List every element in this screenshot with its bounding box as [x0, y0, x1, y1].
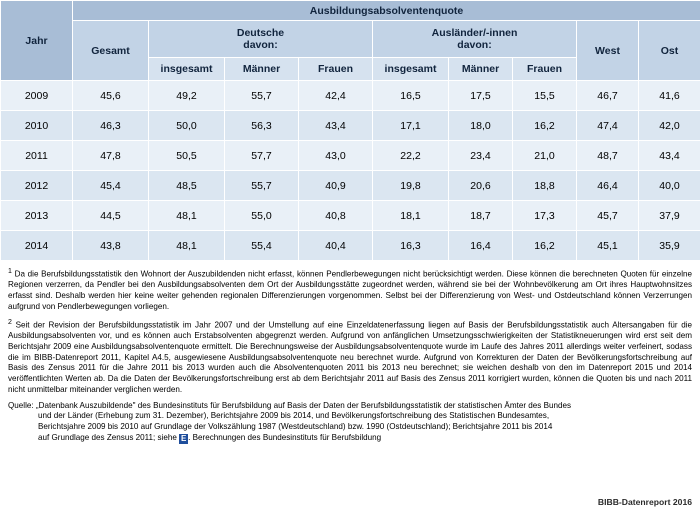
cell-deutsche-insgesamt: 50,5 — [149, 141, 225, 171]
cell-west: 48,7 — [577, 141, 639, 171]
col-header-gesamt: Gesamt — [73, 21, 149, 81]
cell-west: 47,4 — [577, 111, 639, 141]
footnote-1-text: Da die Berufsbildungsstatistik den Wohnort der Auszubildenden nicht erfasst, können Pendlerbewegungen nicht berücksichtigt werden. Diese können die berechneten Quoten für einzelne Regionen verzerren, da Pendler bei den Ausbildungsabsolventen dem Ort der Ausbildungsstätte zugeordnet werden, während sie bei der Wohnbevölkerung am Ort ihres Hauptwohnsitzes erfasst sind. Deshalb werden hier keine weiter gehenden regionalen Differenzierungen vorgenommen. Selbst bei der Differenzierung von West- und Ostdeutschland können Verzerrungen aufgrund von Pendlerbewegungen vorliegen. — [8, 269, 692, 311]
cell-deutsche-frauen: 40,8 — [299, 201, 373, 231]
cell-deutsche-insgesamt: 50,0 — [149, 111, 225, 141]
cell-deutsche-maenner: 55,7 — [225, 81, 299, 111]
cell-deutsche-maenner: 55,4 — [225, 231, 299, 261]
cell-deutsche-frauen: 40,9 — [299, 171, 373, 201]
cell-deutsche-insgesamt: 48,5 — [149, 171, 225, 201]
footnote-1-number: 1 — [8, 268, 12, 275]
cell-auslaender-maenner: 18,0 — [449, 111, 513, 141]
header-row-mid — [1, 21, 700, 58]
col-header-auslaender-frauen: Frauen — [513, 58, 577, 81]
deutsche-subtitle: davon: — [243, 39, 278, 51]
cell-ost: 40,0 — [639, 171, 700, 201]
col-header-auslaender-maenner: Männer — [449, 58, 513, 81]
cell-deutsche-maenner: 55,7 — [225, 171, 299, 201]
source-line-1 — [8, 401, 692, 412]
source-line-2 — [8, 411, 692, 422]
table-row — [1, 111, 700, 141]
cell-auslaender-insgesamt: 22,2 — [373, 141, 449, 171]
col-header-west: West — [577, 21, 639, 81]
cell-gesamt: 46,3 — [73, 111, 149, 141]
cell-deutsche-maenner: 57,7 — [225, 141, 299, 171]
cell-ost: 35,9 — [639, 231, 700, 261]
cell-auslaender-frauen: 16,2 — [513, 111, 577, 141]
cell-jahr: 2013 — [1, 201, 73, 231]
cell-auslaender-frauen: 21,0 — [513, 141, 577, 171]
cell-auslaender-frauen: 17,3 — [513, 201, 577, 231]
cell-deutsche-frauen: 43,4 — [299, 111, 373, 141]
deutsche-title: Deutsche — [236, 27, 285, 39]
cell-gesamt: 47,8 — [73, 141, 149, 171]
table-row — [1, 141, 700, 171]
col-header-ausbildungsabsolventenquote: Ausbildungsabsolventenquote — [73, 1, 700, 21]
col-header-deutsche-insgesamt: insgesamt — [149, 58, 225, 81]
cell-ost: 37,9 — [639, 201, 700, 231]
table-row — [1, 201, 700, 231]
col-header-auslaender — [373, 21, 577, 58]
cell-auslaender-maenner: 17,5 — [449, 81, 513, 111]
table-body — [1, 81, 700, 261]
auslaender-subtitle: davon: — [457, 39, 492, 51]
cell-auslaender-frauen: 18,8 — [513, 171, 577, 201]
cell-auslaender-frauen: 15,5 — [513, 81, 577, 111]
source-text-2: und der Länder (Erhebung zum 31. Dezember), Berichtsjahre 2009 bis 2014, und Bevölkerungsfortschreibung des Statistischen Bundesamtes, — [38, 411, 550, 421]
cell-deutsche-frauen: 42,4 — [299, 81, 373, 111]
cell-auslaender-insgesamt: 16,5 — [373, 81, 449, 111]
cell-auslaender-frauen: 16,2 — [513, 231, 577, 261]
footnotes — [0, 261, 700, 396]
cell-deutsche-frauen: 40,4 — [299, 231, 373, 261]
cell-west: 45,1 — [577, 231, 639, 261]
cell-jahr: 2014 — [1, 231, 73, 261]
source-line-3 — [8, 422, 692, 433]
footnote-1 — [8, 267, 692, 313]
source-text-1: „Datenbank Auszubildende" des Bundesinstituts für Berufsbildung auf Basis der Daten der Berufsbildungsstatistik der statistischen Ämter des Bundes — [35, 400, 572, 410]
cell-auslaender-maenner: 23,4 — [449, 141, 513, 171]
source-block — [0, 401, 700, 444]
source-text-4a: auf Grundlage des Zensus 2011; siehe — [38, 432, 177, 442]
cell-ost: 42,0 — [639, 111, 700, 141]
footnote-2 — [8, 318, 692, 396]
table-row — [1, 81, 700, 111]
report-credit: BIBB-Datenreport 2016 — [597, 497, 692, 507]
col-header-deutsche-maenner: Männer — [225, 58, 299, 81]
cell-west: 46,7 — [577, 81, 639, 111]
cell-deutsche-maenner: 55,0 — [225, 201, 299, 231]
header-row-top — [1, 1, 700, 21]
cell-gesamt: 44,5 — [73, 201, 149, 231]
cell-auslaender-maenner: 20,6 — [449, 171, 513, 201]
cell-jahr: 2012 — [1, 171, 73, 201]
cell-auslaender-insgesamt: 16,3 — [373, 231, 449, 261]
col-header-auslaender-insgesamt: insgesamt — [373, 58, 449, 81]
cell-deutsche-frauen: 43,0 — [299, 141, 373, 171]
cell-auslaender-insgesamt: 19,8 — [373, 171, 449, 201]
cell-jahr: 2011 — [1, 141, 73, 171]
table-row — [1, 231, 700, 261]
cell-gesamt: 43,8 — [73, 231, 149, 261]
auslaender-title: Ausländer/-innen — [431, 27, 518, 39]
source-text-3: Berichtsjahre 2009 bis 2010 auf Grundlage der Volkszählung 1987 (Westdeutschland) bzw. 1990 (Ostdeutschland); Berichtsjahre 2011 bis 2014 — [38, 422, 553, 432]
footnote-2-number: 2 — [8, 318, 12, 326]
cell-gesamt: 45,4 — [73, 171, 149, 201]
col-header-ost: Ost — [639, 21, 700, 81]
cell-auslaender-insgesamt: 17,1 — [373, 111, 449, 141]
col-header-deutsche-frauen: Frauen — [299, 58, 373, 81]
cell-gesamt: 45,6 — [73, 81, 149, 111]
cell-deutsche-insgesamt: 48,1 — [149, 231, 225, 261]
footnote-2-text: Seit der Revision der Berufsbildungsstatistik im Jahr 2007 und der Umstellung auf eine Einzeldatenerfassung liegen auf Basis der Berufsbildungsstatistik auch Altersangaben für die Ausbildungsabsolventen vor, und es können auch Erstabsolventen abgegrenzt werden. Aufgrund von anfänglichen Umsetzungsschwierigkeiten der Statistikneuerungen wird erst seit dem Berichtsjahr 2009 eine Ausbildungsabsolventenquote ermittelt. Die Berechnungsweise der Ausbildungsabsolventenquote wurde im Laufe des Jahres 2011 allerdings weiter verfeinert, sodass die im BIBB-Datenreport 2011, Kapitel A4.5, ausgewiesene Ausbildungsabsolventenquote neu berechnet wurde. Aufgrund von Korrekturen der Daten der Bevölkerungsfortschreibung auf Basis des Zensus 2011 für die Jahre 2011 bis 2013 wurden auch die Absolventenquoten 2011 bis 2013 neu berechnet; sie weichen deshalb von den im Datenreport 2015 und 2014 veröffentlichten Werten ab. Da die Daten der Bevölkerungsfortschreibung erst ab dem Berichtsjahr 2011 auf Basis des Zensus 2011 korrigiert wurden, können die Quoten bis und nach 2011 nicht unmittelbar miteinander verglichen werden. — [8, 320, 693, 394]
table-header — [1, 1, 700, 81]
cell-auslaender-insgesamt: 18,1 — [373, 201, 449, 231]
cell-deutsche-insgesamt: 48,1 — [149, 201, 225, 231]
source-label: Quelle: — [8, 400, 34, 410]
cell-ost: 41,6 — [639, 81, 700, 111]
cell-west: 46,4 — [577, 171, 639, 201]
source-text-4b: . Berechnungen des Bundesinstituts für Berufsbildung — [188, 432, 382, 442]
col-header-deutsche — [149, 21, 373, 58]
cell-auslaender-maenner: 16,4 — [449, 231, 513, 261]
cell-jahr: 2009 — [1, 81, 73, 111]
cell-west: 45,7 — [577, 201, 639, 231]
table-row — [1, 171, 700, 201]
col-header-jahr: Jahr — [1, 1, 73, 81]
cell-deutsche-maenner: 56,3 — [225, 111, 299, 141]
cell-ost: 43,4 — [639, 141, 700, 171]
cell-auslaender-maenner: 18,7 — [449, 201, 513, 231]
cell-deutsche-insgesamt: 49,2 — [149, 81, 225, 111]
source-line-4 — [8, 433, 692, 444]
external-link-icon[interactable]: E — [180, 433, 187, 443]
cell-jahr: 2010 — [1, 111, 73, 141]
